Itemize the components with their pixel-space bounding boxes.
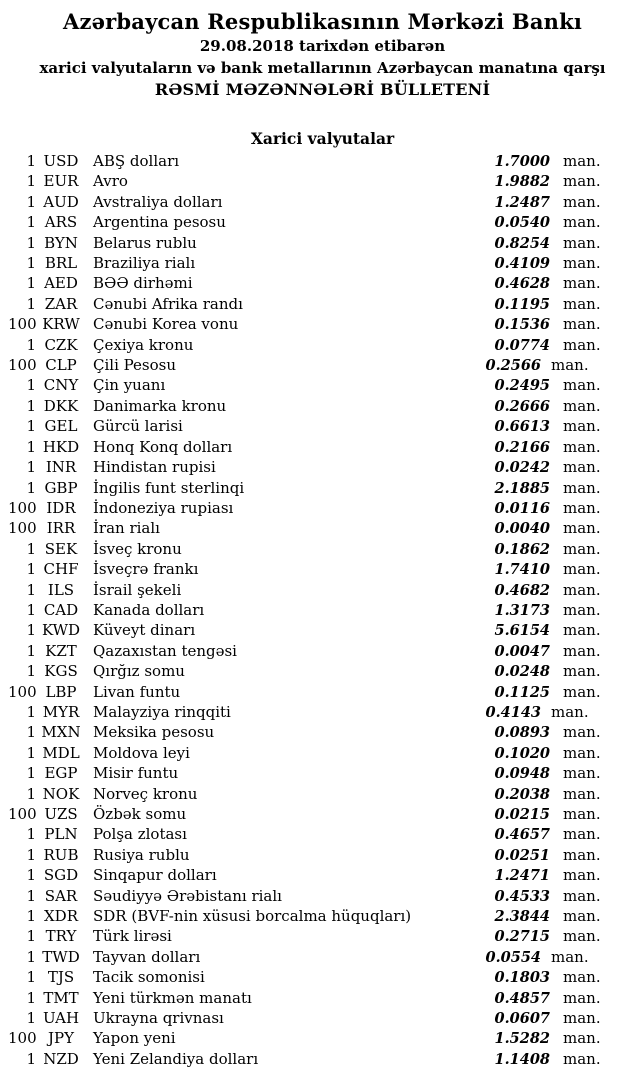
quantity: 1 [26, 1049, 36, 1068]
currency-code: AUD [43, 192, 79, 211]
unit-label: man. [563, 805, 601, 823]
currency-row [0, 989, 620, 1009]
effective-date-line: 29.08.2018 tarixdən etibarən [199, 37, 446, 55]
rate-value: 0.1803 [494, 969, 550, 987]
rate-value: 0.0948 [494, 765, 550, 783]
currency-name: Polşa zlotası [93, 825, 187, 844]
currency-code: TRY [45, 927, 77, 946]
quantity: 100 [8, 805, 37, 823]
rate-value: 1.3173 [494, 601, 550, 619]
quantity: 1 [26, 702, 36, 721]
unit-label: man. [563, 662, 601, 681]
currency-name: Norveç kronu [93, 784, 198, 803]
quantity: 1 [26, 274, 36, 293]
currency-code: SAR [44, 886, 78, 905]
currency-name: İsrail şekeli [93, 580, 182, 599]
unit-label: man. [551, 947, 589, 966]
currency-code: IDR [46, 498, 76, 517]
currency-row [0, 907, 620, 927]
quantity: 1 [26, 743, 36, 762]
quantity: 1 [26, 723, 36, 742]
rate-value: 0.4109 [494, 255, 550, 273]
currency-code: INR [45, 458, 77, 477]
currency-code: MYR [42, 702, 80, 721]
currency-name: Hindistan rupisi [93, 458, 216, 477]
currency-code: KZT [45, 641, 77, 660]
currency-code: LBP [45, 682, 77, 701]
unit-label: man. [563, 254, 601, 273]
currency-name: Türk lirəsi [93, 927, 172, 946]
unit-label: man. [563, 600, 601, 619]
unit-label: man. [563, 866, 601, 885]
currency-code: DKK [43, 396, 79, 415]
quantity: 1 [26, 1009, 36, 1028]
quantity: 1 [26, 641, 36, 660]
currency-code: AED [44, 274, 78, 293]
rate-value: 1.7000 [494, 153, 550, 170]
currency-code: SGD [43, 866, 79, 885]
unit-label: man. [551, 702, 589, 721]
rate-value: 0.4143 [485, 703, 541, 721]
currency-name: Çexiya kronu [93, 335, 194, 354]
quantity: 1 [26, 845, 36, 864]
rate-value: 0.4657 [494, 826, 550, 844]
currency-name: İran rialı [93, 519, 160, 538]
currency-code: CNY [43, 376, 79, 395]
currency-name: Gürcü larisi [93, 417, 183, 436]
currency-name: Avstraliya dolları [93, 192, 223, 211]
currency-name: Sinqapur dolları [93, 866, 217, 885]
currency-row [0, 764, 620, 784]
rate-value: 0.0251 [494, 846, 550, 864]
currency-code: ILS [47, 580, 75, 599]
currency-code: KWD [41, 621, 81, 640]
rate-value: 0.0215 [494, 806, 550, 823]
currency-name: Moldova leyi [93, 743, 190, 762]
currency-code: UZS [44, 805, 78, 823]
unit-label: man. [563, 580, 601, 599]
unit-label: man. [563, 641, 601, 660]
quantity: 100 [8, 1029, 37, 1048]
currency-code: UAH [42, 1009, 80, 1028]
rate-value: 0.4533 [494, 887, 550, 905]
quantity: 1 [26, 927, 36, 946]
quantity: 1 [26, 254, 36, 273]
rate-value: 0.2666 [494, 397, 550, 415]
rate-value: 0.0040 [494, 520, 550, 538]
rate-value: 0.1125 [494, 683, 550, 701]
quantity: 1 [26, 886, 36, 905]
currency-name: Ukrayna qrivnası [93, 1009, 224, 1028]
currency-code: EUR [43, 172, 79, 191]
currency-code: KGS [44, 662, 78, 681]
unit-label: man. [563, 764, 601, 783]
currency-row [0, 642, 620, 662]
currency-name: Malayziya rinqqiti [93, 702, 231, 721]
rate-value: 0.4682 [494, 581, 550, 599]
rate-value: 0.2495 [494, 377, 550, 395]
currency-name: İngilis funt sterlinqi [93, 478, 245, 497]
unit-label: man. [563, 784, 601, 803]
currency-row [0, 397, 620, 417]
quantity: 1 [26, 968, 36, 987]
rate-value: 0.0774 [494, 336, 550, 354]
currency-code: BYN [44, 233, 78, 252]
unit-label: man. [563, 294, 601, 313]
rate-value: 0.0248 [494, 663, 550, 681]
quantity: 1 [26, 621, 36, 640]
unit-label: man. [563, 743, 601, 762]
unit-label: man. [563, 233, 601, 252]
currency-name: Çin yuanı [93, 376, 166, 395]
currency-row [0, 1009, 620, 1029]
unit-label: man. [563, 907, 601, 926]
rate-value: 0.1862 [494, 540, 550, 558]
unit-label: man. [563, 478, 601, 497]
currency-name: Honq Konq dolları [93, 437, 233, 456]
currency-row [0, 274, 620, 294]
currency-code: TWD [42, 947, 80, 966]
unit-label: man. [563, 825, 601, 844]
rate-value: 2.3844 [494, 908, 550, 926]
rate-value: 0.8254 [494, 234, 550, 252]
currency-row [0, 927, 620, 947]
currency-row [0, 254, 620, 274]
quantity: 1 [26, 233, 36, 252]
quantity: 1 [26, 294, 36, 313]
rate-value: 1.7410 [494, 561, 550, 579]
rate-value: 0.2166 [494, 438, 550, 456]
rate-value: 0.1020 [494, 744, 550, 762]
rate-value: 1.2487 [494, 193, 550, 211]
currency-code: ZAR [44, 294, 78, 313]
currency-name: Qırğız somu [93, 662, 185, 681]
unit-label: man. [563, 927, 601, 946]
currency-name: Avro [93, 172, 128, 191]
currency-row [0, 499, 620, 519]
quantity: 100 [8, 498, 37, 517]
quantity: 1 [26, 764, 36, 783]
currency-row [0, 1050, 620, 1070]
currency-row [0, 172, 620, 192]
unit-label: man. [563, 213, 601, 232]
currency-row [0, 438, 620, 458]
unit-label: man. [563, 315, 601, 334]
quantity: 1 [26, 417, 36, 436]
unit-label: man. [563, 417, 601, 436]
quantity: 1 [26, 825, 36, 844]
currency-code: CLP [45, 356, 77, 375]
currency-code: NZD [43, 1049, 79, 1068]
quantity: 1 [26, 784, 36, 803]
unit-label: man. [563, 335, 601, 354]
rate-value: 1.9882 [494, 173, 550, 191]
currency-row [0, 785, 620, 805]
quantity: 1 [26, 335, 36, 354]
unit-label: man. [563, 621, 601, 640]
currency-name: BƏƏ dirhəmi [93, 274, 193, 293]
currency-row [0, 601, 620, 621]
unit-label: man. [563, 152, 601, 170]
unit-label: man. [563, 988, 601, 1007]
currency-name: Səudiyyə Ərəbistanı rialı [93, 886, 282, 905]
currency-code: MXN [41, 723, 81, 742]
quantity: 1 [26, 478, 36, 497]
quantity: 1 [26, 662, 36, 681]
rate-value: 0.2566 [485, 357, 541, 375]
unit-label: man. [563, 376, 601, 395]
unit-label: man. [563, 1029, 601, 1048]
quantity: 1 [26, 866, 36, 885]
currency-row [0, 315, 620, 335]
currency-code: TMT [43, 988, 79, 1007]
currency-code: XDR [44, 907, 78, 926]
rate-value: 0.0047 [494, 642, 550, 660]
currency-name: Meksika pesosu [93, 723, 215, 742]
currency-code: IRR [46, 519, 76, 538]
currency-row [0, 540, 620, 560]
rate-value: 0.0540 [494, 214, 550, 232]
unit-label: man. [563, 682, 601, 701]
rate-value: 0.0116 [494, 499, 550, 517]
currency-row [0, 213, 620, 233]
subtitle-line: xarici valyutaların və bank metallarının Azərbaycan manatına qarşı [39, 59, 606, 77]
currency-name: İsveçrə frankı [93, 560, 199, 579]
currency-name: İndoneziya rupiası [93, 498, 234, 517]
quantity: 1 [26, 172, 36, 191]
currency-row [0, 458, 620, 478]
quantity: 100 [8, 356, 37, 375]
rate-value: 1.5282 [494, 1030, 550, 1048]
currency-code: MDL [42, 743, 80, 762]
currency-row [0, 581, 620, 601]
bank-title: Azərbaycan Respublikasının Mərkəzi Bankı [62, 9, 583, 34]
currency-row [0, 519, 620, 539]
currency-row [0, 866, 620, 886]
currency-name: Cənubi Afrika randı [93, 294, 243, 313]
rate-value: 0.0242 [494, 459, 550, 477]
currency-code: GEL [44, 417, 78, 436]
rate-value: 1.2471 [494, 867, 550, 885]
unit-label: man. [563, 845, 601, 864]
rate-value: 0.4857 [494, 989, 550, 1007]
currency-row [0, 744, 620, 764]
currency-row [0, 683, 620, 703]
currency-code: HKD [42, 437, 80, 456]
currency-name: Tacik somonisi [93, 968, 205, 987]
currency-row [0, 417, 620, 437]
unit-label: man. [563, 519, 601, 538]
quantity: 1 [26, 213, 36, 232]
currency-row [0, 887, 620, 907]
quantity: 100 [8, 519, 37, 538]
currency-code: GBP [44, 478, 78, 497]
currency-row [0, 193, 620, 213]
currency-row [0, 152, 620, 172]
unit-label: man. [563, 560, 601, 579]
currency-row [0, 1029, 620, 1049]
currency-code: CAD [43, 600, 79, 619]
currency-name: Argentina pesosu [93, 213, 226, 232]
quantity: 1 [26, 458, 36, 477]
unit-label: man. [563, 886, 601, 905]
currency-name: ABŞ dolları [93, 152, 180, 170]
rate-value: 0.0893 [494, 724, 550, 742]
currency-name: Qazaxıstan tengəsi [93, 641, 237, 660]
rate-value: 0.4628 [494, 275, 550, 293]
quantity: 1 [26, 539, 36, 558]
currency-code: BRL [44, 254, 78, 273]
currency-name: Danimarka kronu [93, 396, 227, 415]
currency-code: RUB [43, 845, 79, 864]
rate-value: 0.0554 [485, 948, 541, 966]
currency-name: Küveyt dinarı [93, 621, 196, 640]
currency-code: SEK [44, 539, 78, 558]
unit-label: man. [563, 968, 601, 987]
quantity: 1 [26, 947, 36, 966]
currency-row [0, 703, 620, 723]
currency-row [0, 560, 620, 580]
currency-name: Tayvan dolları [93, 947, 201, 966]
currency-name: SDR (BVF-nin xüsusi borcalma hüquqları) [93, 907, 412, 926]
currency-code: JPY [47, 1029, 74, 1048]
currency-row [0, 479, 620, 499]
quantity: 1 [26, 560, 36, 579]
rate-value: 2.1885 [494, 479, 550, 497]
currency-row [0, 723, 620, 743]
section-title-foreign-currencies: Xarici valyutalar [250, 129, 395, 148]
rate-value: 5.6154 [494, 622, 550, 640]
rate-value: 0.2038 [494, 785, 550, 803]
currency-name: Braziliya rialı [93, 254, 196, 273]
unit-label: man. [563, 1049, 601, 1068]
quantity: 1 [26, 907, 36, 926]
quantity: 1 [26, 580, 36, 599]
currency-code: EGP [44, 764, 78, 783]
currency-row [0, 376, 620, 396]
quantity: 1 [26, 988, 36, 1007]
bulletin-header [0, 0, 620, 101]
currency-row [0, 234, 620, 254]
currency-row [0, 295, 620, 315]
rate-value: 0.1195 [494, 295, 550, 313]
quantity: 1 [26, 600, 36, 619]
currency-code: KRW [42, 315, 80, 334]
currency-row [0, 948, 620, 968]
currency-row [0, 846, 620, 866]
quantity: 1 [26, 152, 36, 170]
currency-code: USD [43, 152, 79, 170]
unit-label: man. [563, 192, 601, 211]
quantity: 1 [26, 396, 36, 415]
currency-row [0, 356, 620, 376]
currency-code: CZK [44, 335, 78, 354]
currency-name: Yapon yeni [93, 1029, 176, 1048]
currency-row [0, 662, 620, 682]
unit-label: man. [563, 172, 601, 191]
currency-name: Rusiya rublu [93, 845, 190, 864]
currency-name: Kanada dolları [93, 600, 205, 619]
currency-row [0, 336, 620, 356]
unit-label: man. [563, 396, 601, 415]
currency-code: TJS [47, 968, 75, 987]
unit-label: man. [563, 539, 601, 558]
rate-value: 0.2715 [494, 928, 550, 946]
rate-value: 0.6613 [494, 418, 550, 436]
rate-value: 1.1408 [494, 1050, 550, 1068]
bulletin-title: RƏSMİ MƏZƏNNƏLƏRİ BÜLLETENİ [154, 80, 491, 99]
currency-name: Livan funtu [93, 682, 181, 701]
quantity: 1 [26, 437, 36, 456]
currency-row [0, 805, 620, 825]
quantity: 100 [8, 682, 37, 701]
quantity: 1 [26, 192, 36, 211]
currency-row [0, 825, 620, 845]
unit-label: man. [563, 437, 601, 456]
currency-code: NOK [42, 784, 80, 803]
currency-name: İsveç kronu [93, 539, 182, 558]
currency-code: CHF [43, 560, 79, 579]
currency-name: Özbək somu [93, 805, 187, 823]
currency-row [0, 621, 620, 641]
currency-name: Cənubi Korea vonu [93, 315, 239, 334]
currency-rate-table [0, 152, 620, 1070]
unit-label: man. [563, 723, 601, 742]
currency-code: PLN [44, 825, 78, 844]
currency-name: Yeni Zelandiya dolları [93, 1049, 259, 1068]
quantity: 1 [26, 376, 36, 395]
rate-value: 0.1536 [494, 316, 550, 334]
rate-value: 0.0607 [494, 1010, 550, 1028]
unit-label: man. [551, 356, 589, 375]
currency-code: ARS [44, 213, 78, 232]
currency-name: Çili Pesosu [93, 356, 177, 375]
unit-label: man. [563, 498, 601, 517]
currency-name: Yeni türkmən manatı [93, 988, 252, 1007]
unit-label: man. [563, 1009, 601, 1028]
currency-name: Misir funtu [93, 764, 179, 783]
currency-name: Belarus rublu [93, 233, 197, 252]
currency-row [0, 968, 620, 988]
unit-label: man. [563, 458, 601, 477]
unit-label: man. [563, 274, 601, 293]
quantity: 100 [8, 315, 37, 334]
